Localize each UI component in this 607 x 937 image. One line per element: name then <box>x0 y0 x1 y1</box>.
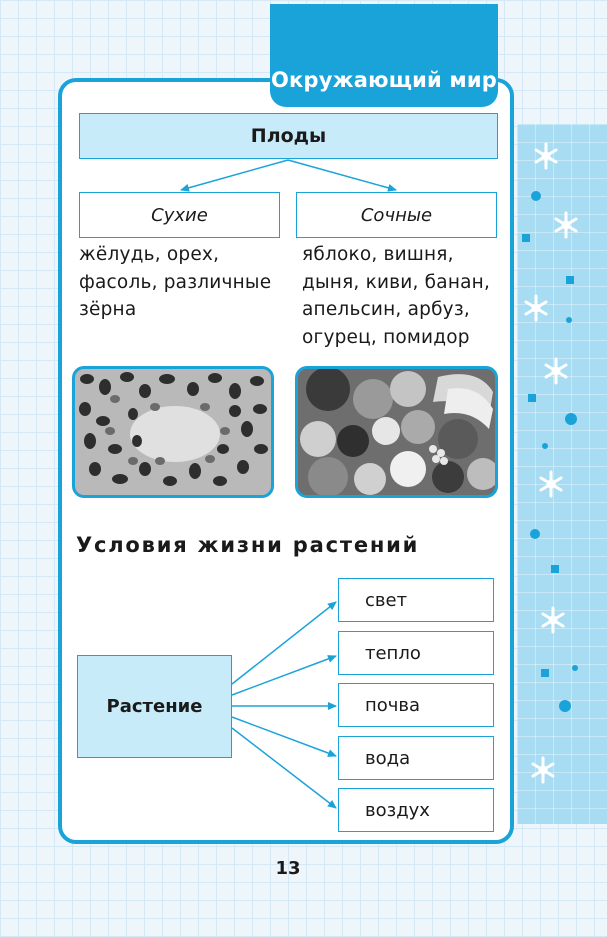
condition-box-air <box>338 788 494 832</box>
list-line: апельсин, арбуз, <box>302 299 470 320</box>
arrow-to-water <box>232 717 336 756</box>
beans-photo <box>72 366 274 498</box>
list-line: огурец, помидор <box>302 326 470 348</box>
plant-label: Растение <box>106 696 203 717</box>
arrow-to-air <box>232 728 336 808</box>
condition-label: воздух <box>365 799 430 821</box>
beans-image <box>75 369 271 495</box>
category-label-juicy: Сочные <box>360 204 433 226</box>
arrow-to-warmth <box>232 656 336 695</box>
condition-label: тепло <box>365 642 421 664</box>
fruits-title-box <box>79 113 498 159</box>
list-line: зёрна <box>79 299 137 320</box>
arrow-to-juicy <box>288 160 396 190</box>
category-box-dry <box>79 192 280 238</box>
arrow-to-light <box>232 602 336 684</box>
condition-box-warmth <box>338 631 494 675</box>
subject-title: Окружающий мир <box>271 68 497 92</box>
fruits-title: Плоды <box>250 125 327 147</box>
arrow-to-dry <box>181 160 288 190</box>
plant-box <box>77 655 232 758</box>
list-line: фасоль, различные <box>79 271 272 293</box>
list-line: жёлудь, орех, <box>79 244 220 265</box>
list-line: яблоко, вишня, <box>302 244 454 265</box>
fruits-photo <box>295 366 498 498</box>
condition-box-water <box>338 736 494 780</box>
dry-fruits-list <box>79 241 289 324</box>
page-number: 13 <box>275 858 301 879</box>
fruits-image <box>298 369 495 495</box>
condition-label: свет <box>365 589 408 611</box>
category-box-juicy <box>296 192 497 238</box>
list-line: дыня, киви, банан, <box>302 271 491 293</box>
conditions-heading: Условия жизни растений <box>76 533 420 557</box>
category-label-dry: Сухие <box>151 204 208 226</box>
condition-box-soil <box>338 683 494 727</box>
condition-label: почва <box>365 694 421 716</box>
condition-box-light <box>338 578 494 622</box>
condition-label: вода <box>365 747 411 769</box>
juicy-fruits-list <box>302 241 507 351</box>
